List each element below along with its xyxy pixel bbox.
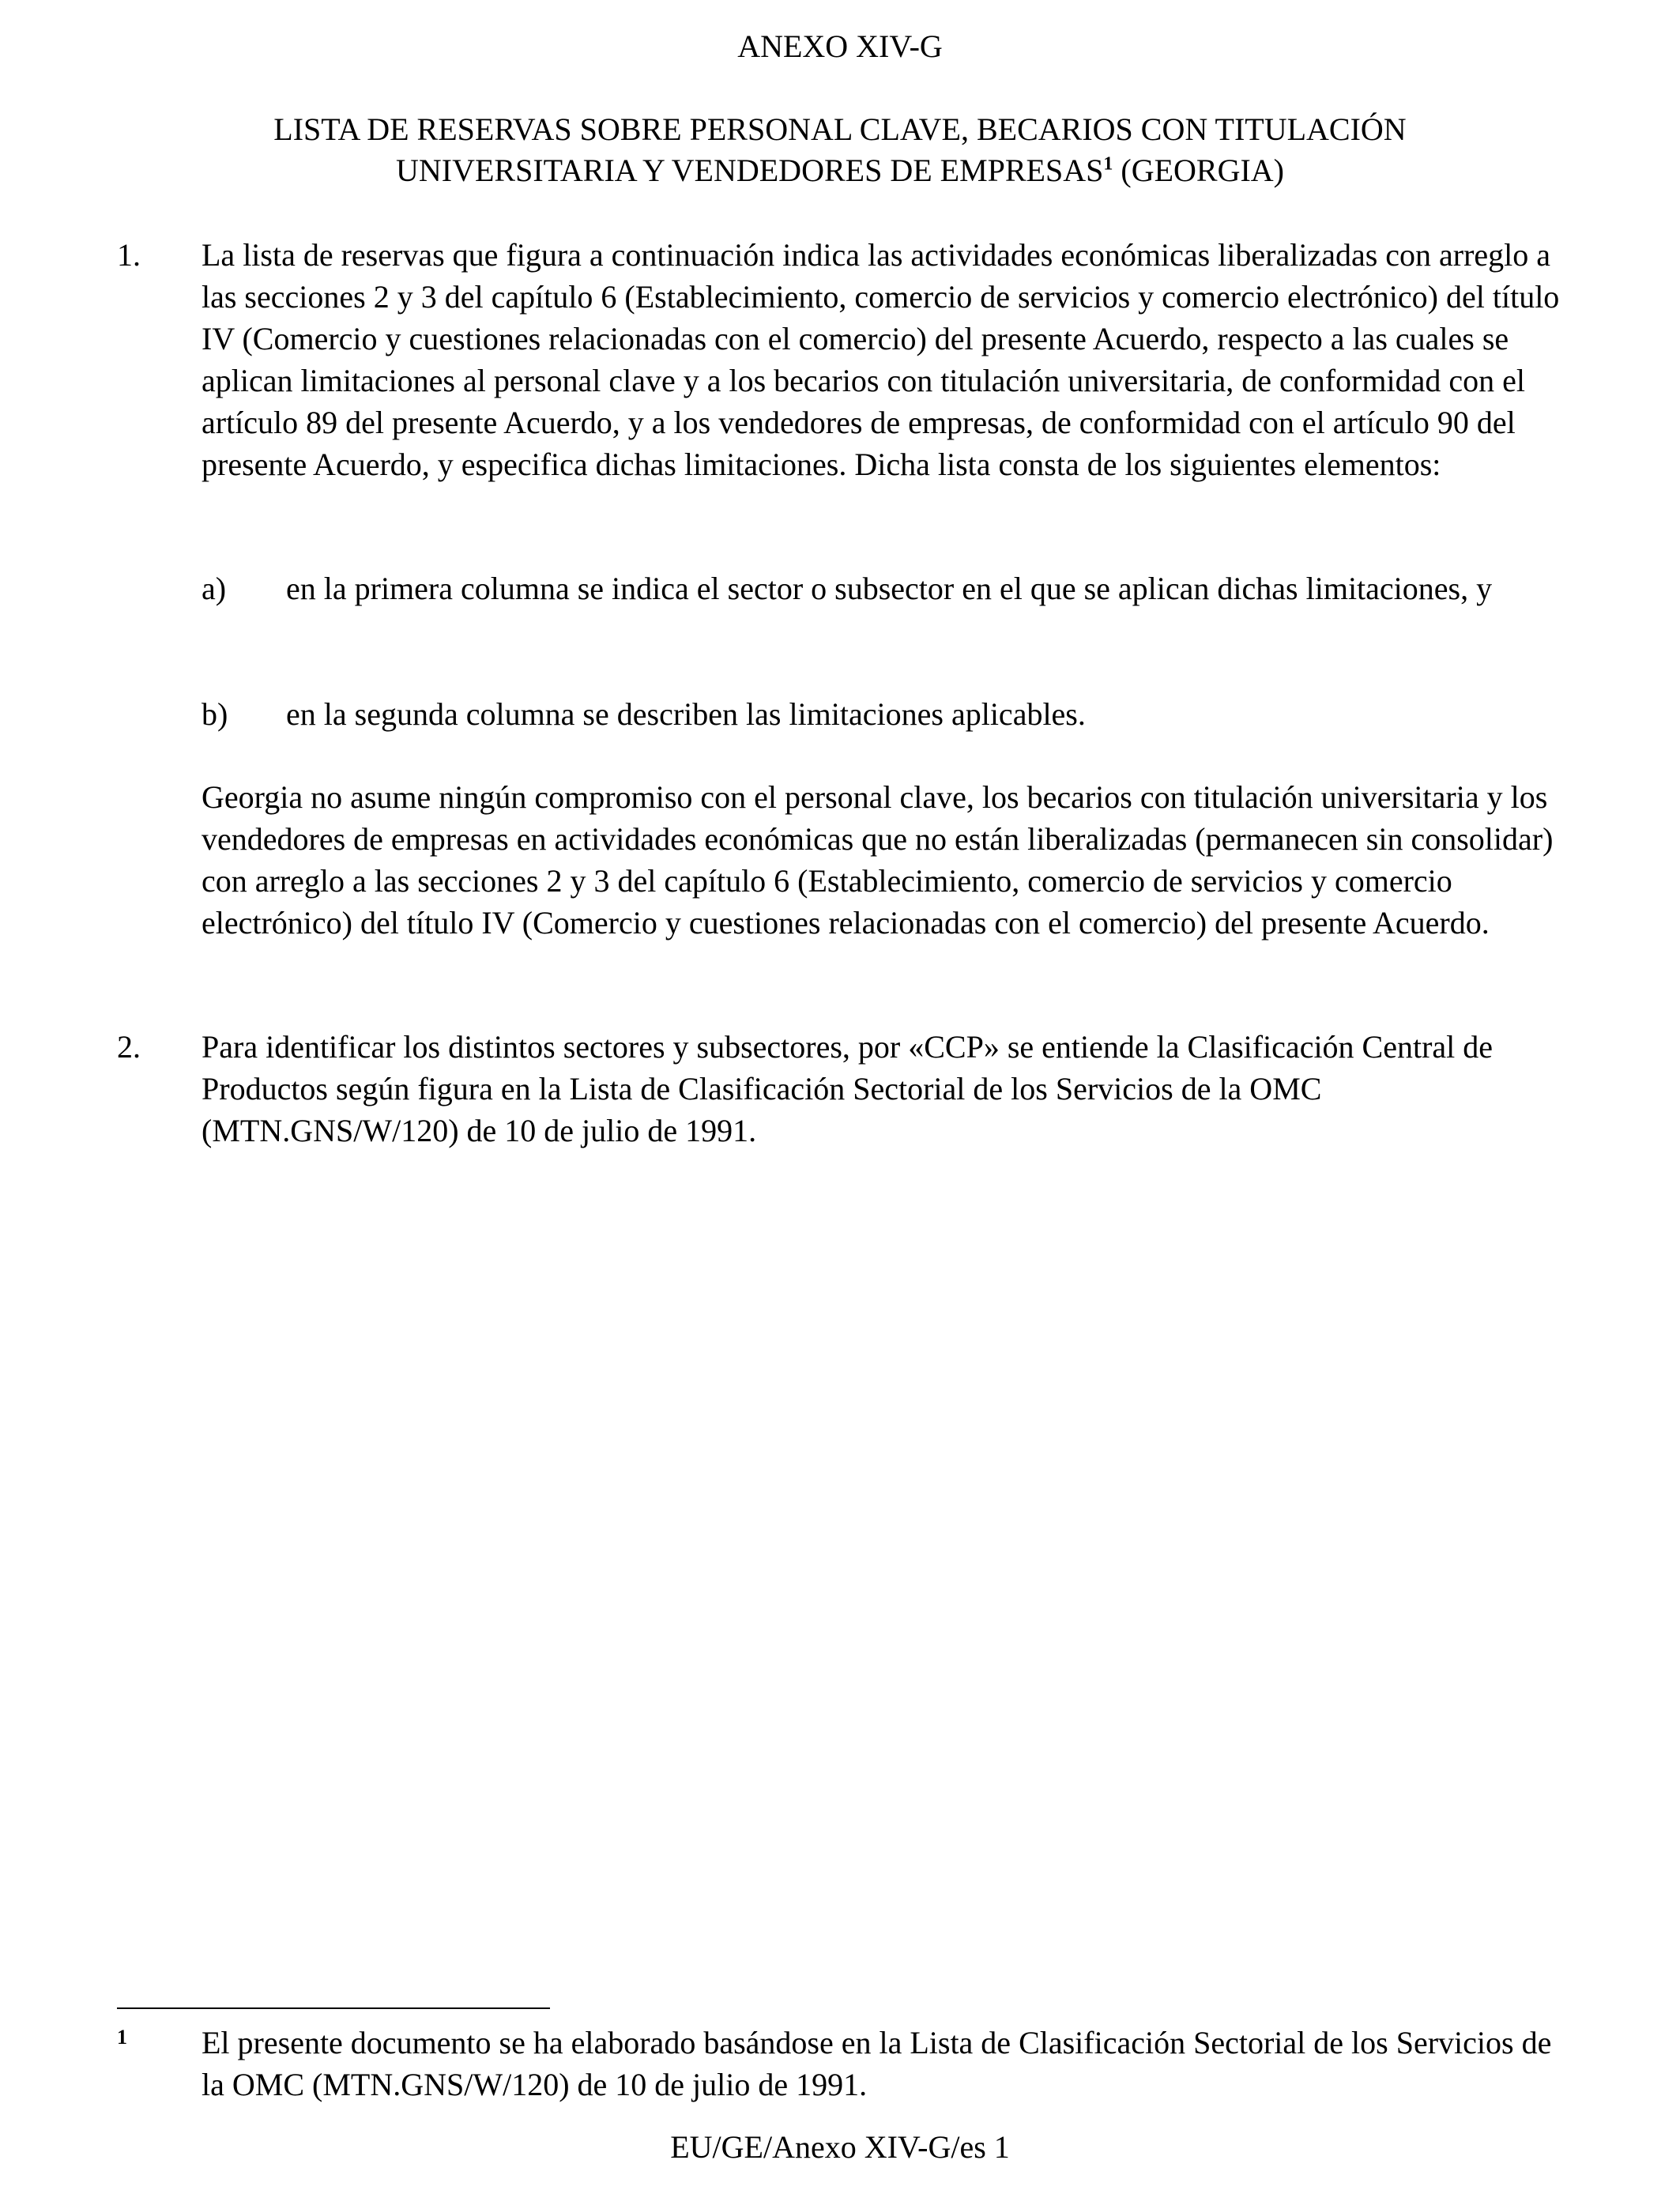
annex-title: ANEXO XIV-G — [737, 28, 943, 64]
paragraph-1-closing: Georgia no asume ningún compromiso con el personal clave, los becarios con titulación universitaria y los vendedores de empresas en actividades económicas que no están liberalizadas (permanecen sin consolidar) con arreglo a las secciones 2 y 3 del capítulo 6 (Establecimiento, comercio de servicios y comercio electrónico) del título IV (Comercio y cuestiones relacionadas con el comercio) del presente Acuerdo. — [202, 779, 1554, 941]
paragraph-number: 2. — [117, 1029, 141, 1065]
list-title-line1: LISTA DE RESERVAS SOBRE PERSONAL CLAVE, BECARIOS CON TITULACIÓN — [273, 111, 1407, 147]
paragraph-text: Para identificar los distintos sectores y subsectores, por «CCP» se entiende la Clasificación Central de Productos según figura en la Lista de Clasificación Sectorial de los Servicios de la OMC (MTN.GNS/W/120) de 10 de julio de 1991. — [202, 1029, 1494, 1148]
footnote-reference[interactable]: 1 — [1103, 153, 1113, 175]
list-title-suffix: (GEORGIA) — [1113, 153, 1284, 188]
footnote-text: El presente documento se ha elaborado basándose en la Lista de Clasificación Sectorial de los Servicios de la OMC (MTN.GNS/W/120) de 10 de julio de 1991. — [202, 2025, 1552, 2102]
list-item-label: a) — [202, 571, 227, 606]
list-item-label: b) — [202, 696, 228, 732]
list-item-text: en la segunda columna se describen las limitaciones aplicables. — [286, 696, 1086, 732]
list-title — [0, 109, 1680, 191]
footnote-divider — [117, 2007, 550, 2009]
page-footer: EU/GE/Anexo XIV-G/es 1 — [670, 2129, 1010, 2165]
list-title-line2: UNIVERSITARIA Y VENDEDORES DE EMPRESAS — [396, 153, 1104, 188]
footnote-mark: 1 — [117, 2026, 127, 2049]
list-item-text: en la primera columna se indica el sector o subsector en el que se aplican dichas limitaciones, y — [286, 571, 1493, 606]
paragraph-number: 1. — [117, 237, 141, 273]
paragraph-text: La lista de reservas que figura a continuación indica las actividades económicas liberalizadas con arreglo a las secciones 2 y 3 del capítulo 6 (Establecimiento, comercio de servicios y comercio electrónico) del título IV (Comercio y cuestiones relacionadas con el comercio) del presente Acuerdo, respecto a las cuales se aplican limitaciones al personal clave y a los becarios con titulación universitaria, de conformidad con el artículo 89 del presente Acuerdo, y a los vendedores de empresas, de conformidad con el artículo 90 del presente Acuerdo, y especifica dichas limitaciones. Dicha lista consta de los siguientes elementos: — [202, 237, 1560, 482]
